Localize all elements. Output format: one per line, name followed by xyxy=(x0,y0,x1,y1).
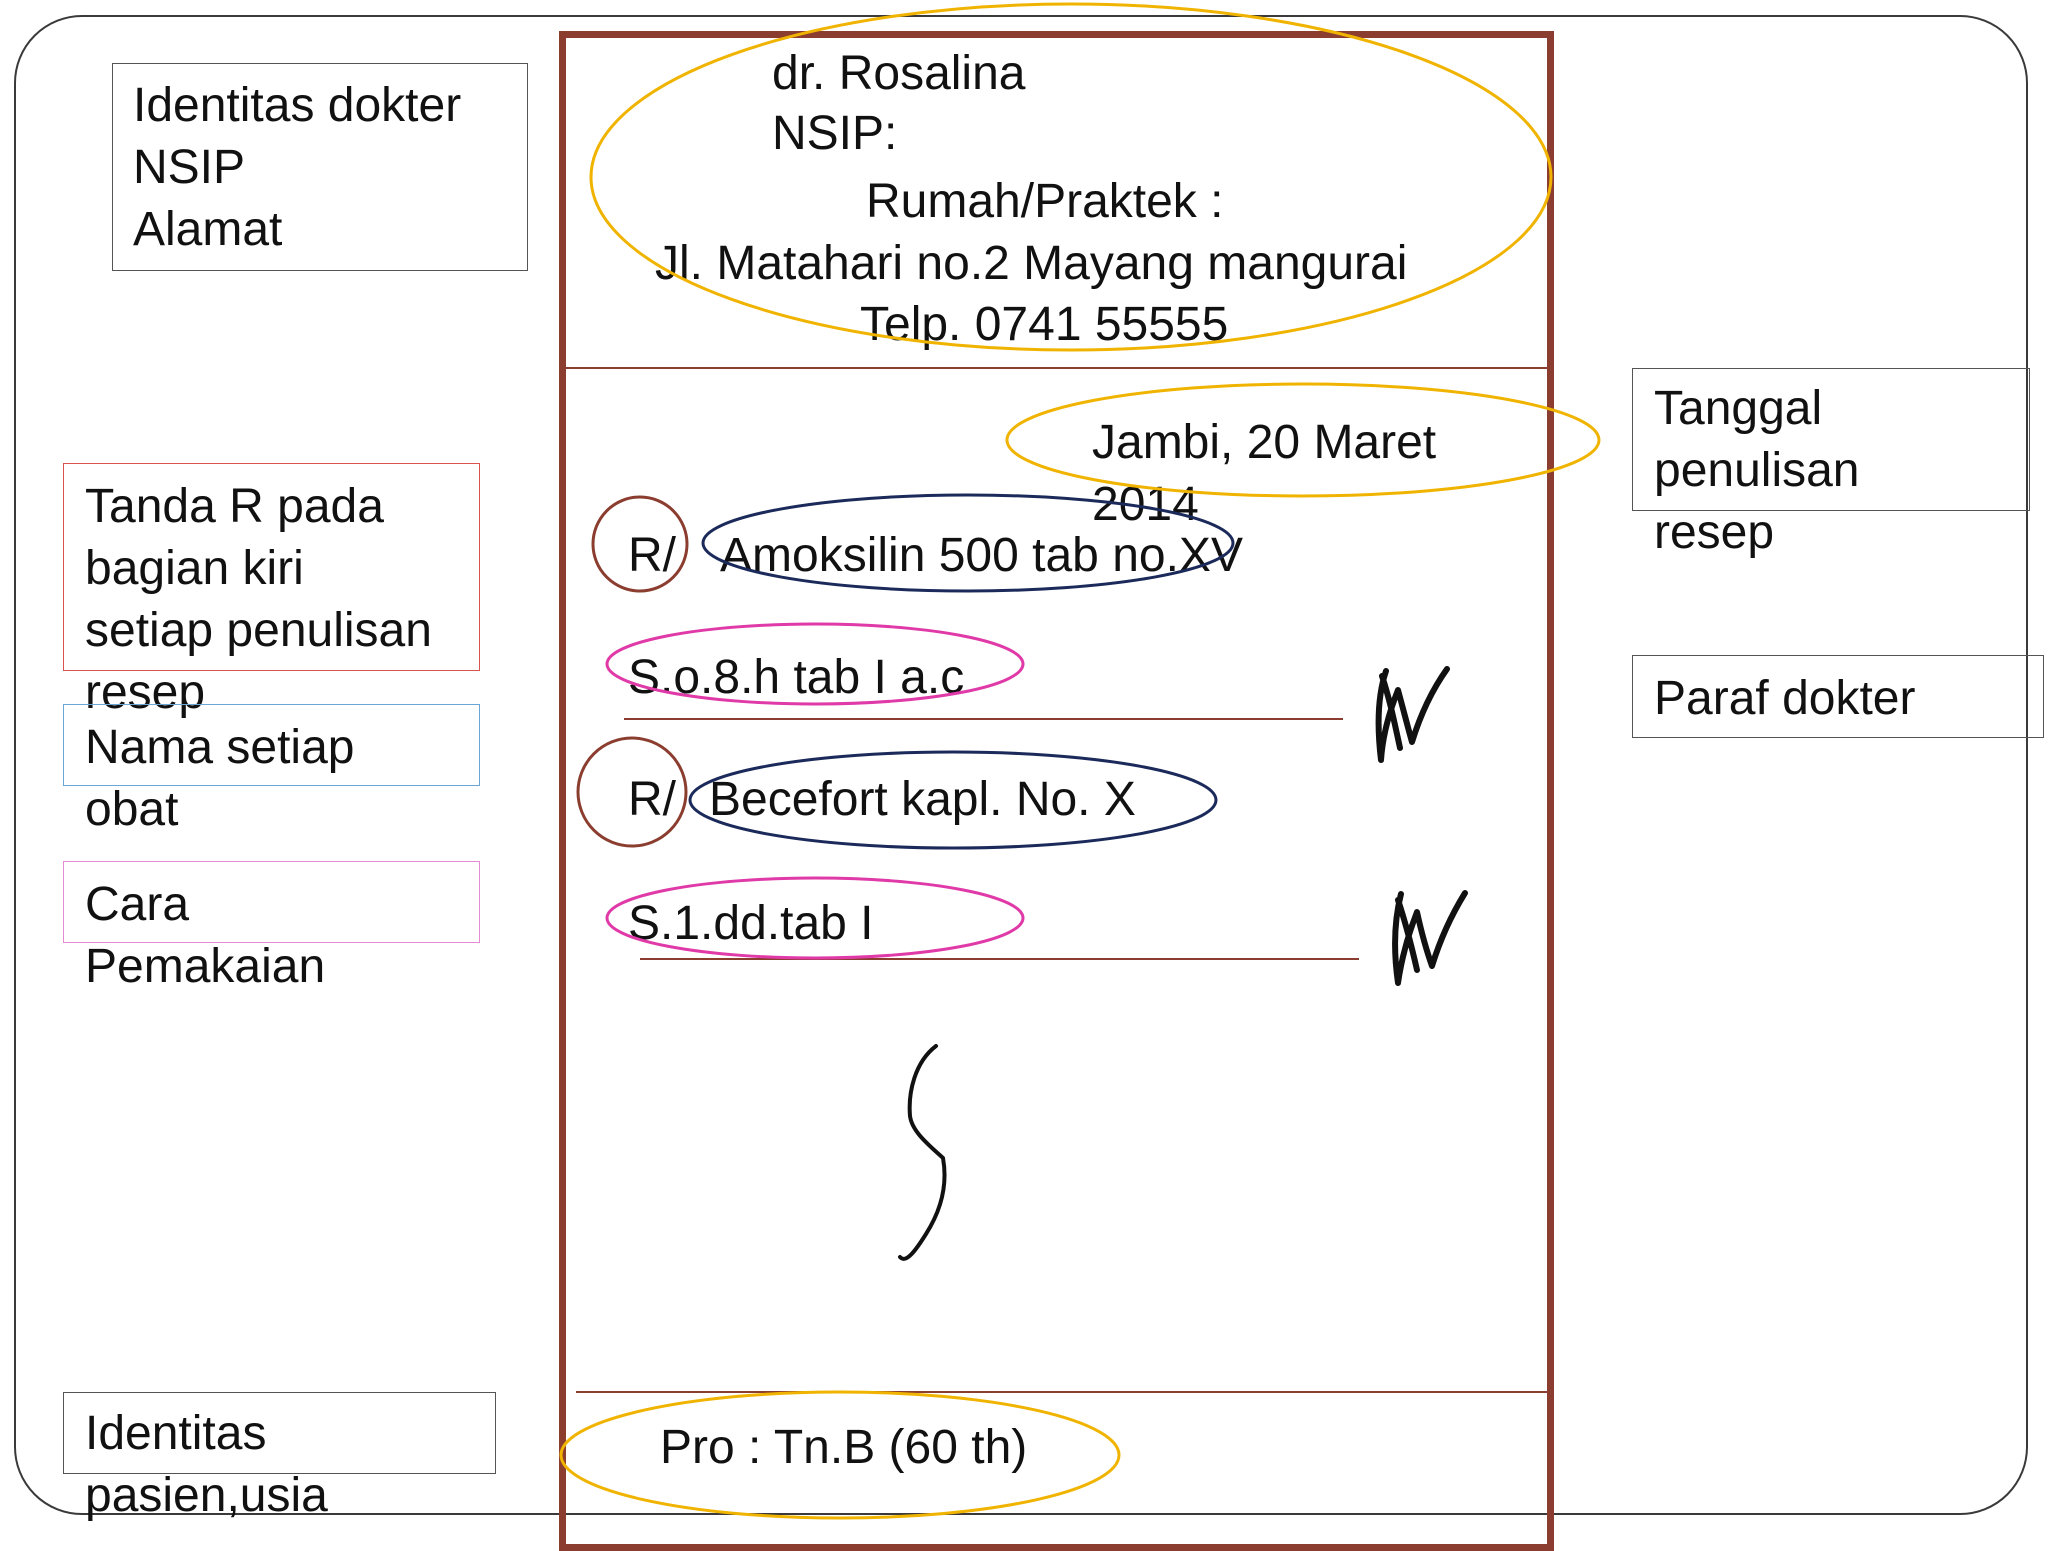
r-symbol: R/ xyxy=(628,529,676,582)
r-sign-line: bagian kiri xyxy=(85,542,304,595)
r-symbol: R/ xyxy=(628,773,676,826)
patient-identity-line: Identitas xyxy=(85,1407,267,1460)
drug-ring xyxy=(690,752,1216,848)
doctor-identity-line: Identitas dokter xyxy=(133,79,462,132)
drug-name-line: Nama setiap xyxy=(85,721,355,774)
usage-text: S.o.8.h tab I a.c xyxy=(628,651,965,704)
drug-name-line: obat xyxy=(85,783,179,836)
drug-name: Amoksilin 500 tab no.XV xyxy=(720,529,1243,582)
handwritten-initial-icon xyxy=(1395,893,1465,983)
drug-ring xyxy=(703,495,1233,591)
header-ring xyxy=(591,4,1551,350)
usage-line: Cara xyxy=(85,878,190,931)
patient-text: Pro : Tn.B (60 th) xyxy=(660,1421,1028,1474)
doctor-nsip: NSIP: xyxy=(772,107,898,160)
date-text-line2: 2014 xyxy=(1092,478,1199,531)
signature-line: Paraf dokter xyxy=(1654,672,1916,725)
r-sign-line: Tanda R pada xyxy=(85,480,384,533)
doctor-identity-line: Alamat xyxy=(133,203,283,256)
phone-text: Telp. 0741 55555 xyxy=(860,298,1229,351)
r-ring xyxy=(593,497,687,591)
doctor-name: dr. Rosalina xyxy=(772,47,1026,100)
date-line: resep xyxy=(1654,506,1775,559)
r-sign-line: setiap penulisan xyxy=(85,604,432,657)
date-ring xyxy=(1007,384,1599,496)
handwritten-initial-icon xyxy=(1379,669,1447,760)
address-label: Rumah/Praktek : xyxy=(866,175,1224,228)
date-text-line1: Jambi, 20 Maret xyxy=(1092,416,1437,469)
date-line: penulisan xyxy=(1654,444,1860,497)
drug-name: Becefort kapl. No. X xyxy=(709,773,1136,826)
handwritten-signature-icon xyxy=(900,1046,944,1259)
patient-identity-line: pasien,usia xyxy=(85,1469,328,1522)
usage-text: S.1.dd.tab I xyxy=(628,897,874,950)
r-sign-line: resep xyxy=(85,666,206,719)
usage-ring xyxy=(607,624,1023,704)
patient-ring xyxy=(561,1392,1119,1518)
usage-ring xyxy=(607,878,1023,958)
doctor-identity-line: NSIP xyxy=(133,141,246,194)
r-ring xyxy=(578,738,686,846)
date-line: Tanggal xyxy=(1654,382,1823,435)
address-text: Jl. Matahari no.2 Mayang mangurai xyxy=(655,237,1408,290)
usage-line: Pemakaian xyxy=(85,940,326,993)
